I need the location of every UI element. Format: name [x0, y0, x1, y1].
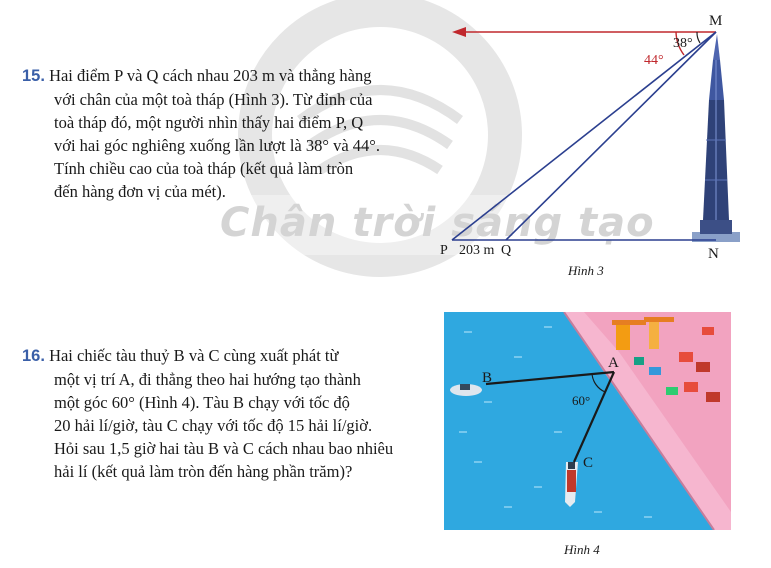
label-angle-60: 60° — [572, 393, 591, 408]
label-distance: 203 m — [459, 243, 495, 258]
problem-number: 15. — [22, 67, 45, 85]
problem-line: Hỏi sau 1,5 giờ hai tàu B và C cách nhau bao nhiêu — [54, 439, 394, 458]
figure-4-illustration — [444, 312, 731, 530]
problem-16 — [22, 344, 422, 483]
problem-line: với chân của một toà tháp (Hình 3). Từ đỉnh của — [54, 90, 373, 109]
ship-B-icon — [450, 384, 482, 396]
problem-line: Hai điểm P và Q cách nhau 203 m và thẳng hàng — [49, 66, 372, 85]
figure-3-caption: Hình 3 — [568, 263, 604, 278]
problem-line: 20 hải lí/giờ, tàu C chạy với tốc độ 15 hải lí/giờ. — [54, 416, 373, 435]
watermark-text: Chân trời sáng tạo — [220, 200, 655, 246]
figure-4-caption: Hình 4 — [564, 542, 600, 557]
label-A: A — [608, 355, 619, 371]
problem-line: toà tháp đó, một người nhìn thấy hai điểm P, Q — [54, 113, 364, 132]
angle-arc-38 — [697, 32, 700, 43]
problem-number: 16. — [22, 347, 45, 365]
line-MQ — [506, 32, 716, 240]
label-B: B — [482, 370, 493, 386]
arrow-head-icon — [452, 27, 466, 37]
problem-line: một vị trí A, đi thẳng theo hai hướng tạo thành — [54, 370, 361, 389]
line-MP — [452, 32, 716, 240]
problem-line: Tính chiều cao của toà tháp (kết quả làm tròn — [54, 159, 354, 178]
problem-line: với hai góc nghiêng xuống lần lượt là 38° và 44°. — [54, 136, 380, 155]
label-Q: Q — [501, 243, 512, 258]
label-C: C — [583, 455, 594, 471]
label-M: M — [709, 13, 723, 29]
label-angle-44: 44° — [644, 53, 664, 68]
problem-line: đến hàng đơn vị của mét). — [54, 182, 226, 201]
label-N: N — [708, 246, 719, 262]
problem-line: Hai chiếc tàu thuỷ B và C cùng xuất phát từ — [49, 346, 339, 365]
problem-line: hải lí (kết quả làm tròn đến hàng phần trăm)? — [54, 462, 353, 481]
label-P: P — [440, 243, 448, 258]
problem-line: một góc 60° (Hình 4). Tàu B chạy với tốc độ — [54, 393, 350, 412]
tower-image — [692, 34, 740, 242]
label-angle-38: 38° — [673, 36, 693, 51]
